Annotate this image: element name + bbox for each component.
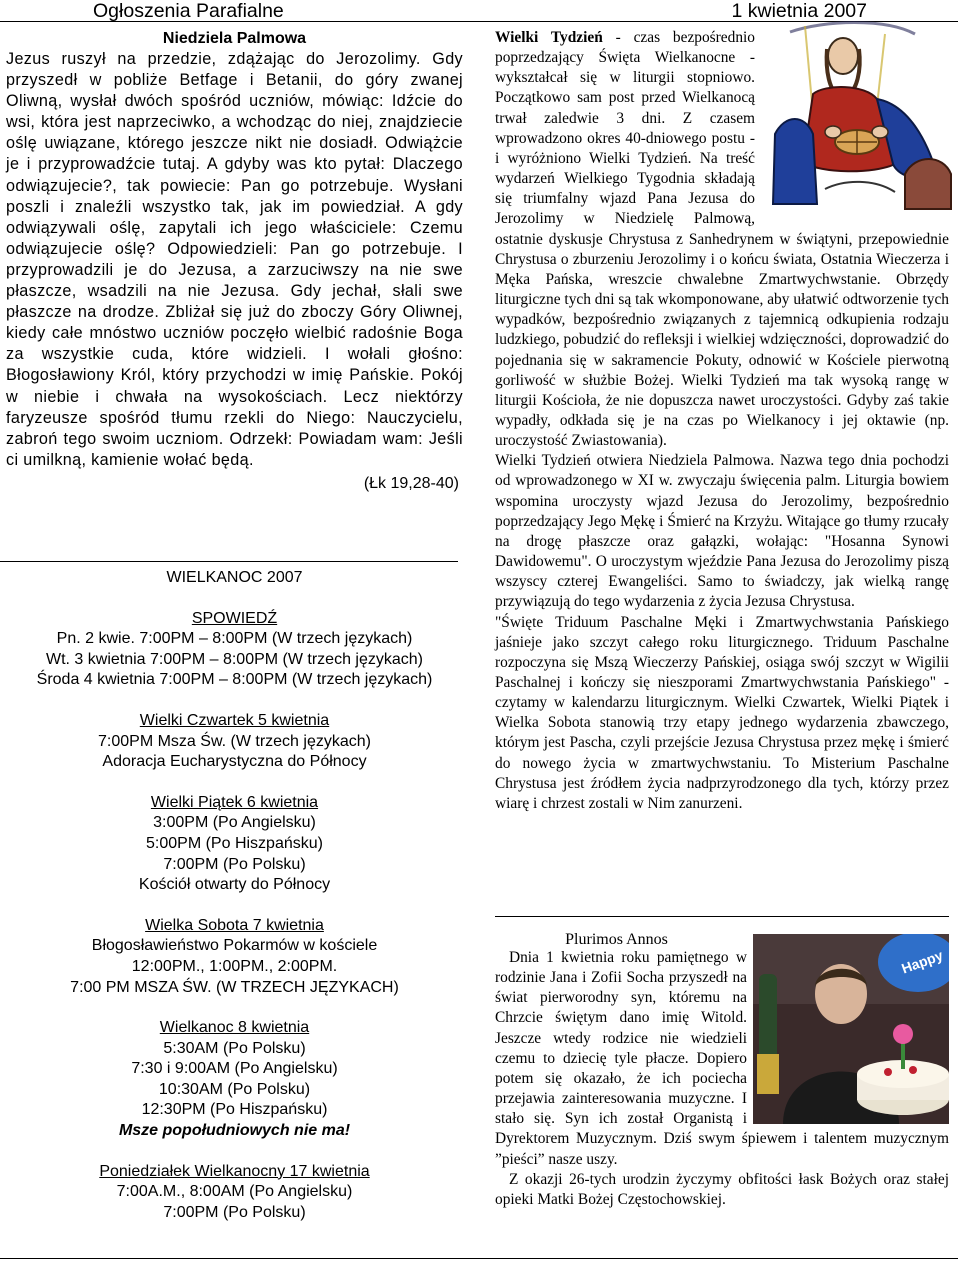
gospel-section bbox=[6, 28, 463, 495]
saturday-mass: 7:00 PM MSZA ŚW. (W TRZECH JĘZYKACH) bbox=[70, 978, 399, 996]
gospel-title: Niedziela Palmowa bbox=[162, 30, 307, 47]
sunday-note: Msze popołudniowych nie ma! bbox=[118, 1122, 351, 1140]
schedule-line: 5:30AM (Po Polsku) bbox=[163, 1039, 306, 1057]
holy-week-text-1: - czas bezpośrednio poprzedzający Święta Wielkanocne - wykształcał się w liturgii stopniowo. Początkowo sam post przed Wielkanocą trwał zaledwie 3 dni. Z czasem wprowadzono okres 40-dniowego postu - i wyróżniono Wielki Tydzień. Na treść wydarzeń Wielkiego Tygodnia składają się triumfalny wjazd Pana Jezusa do Jerozolimy w Niedzielę Palmową, ostatnie dyskusje Chrystusa z Sanhedrynem w świątyni, przepowiednie Chrystusa o zburzeniu Jerozolimy i o końcu świata, Ostatnia Wieczerza i Męka Pańska, wreszcie chwalebne Zmartwychwstanie. Obrzędy liturgiczne tych dni są tak wkomponowane, aby ułatwić odtworzenie tych wypadków, bezpośrednio związanych z tajemnicą odkupienia rodzaju ludzkiego, pobudzić do refleksji i wielkiej wdzięczności, doprowadzić do pojednania się w sakramencie Pokuty, odnowić w Kościele pierwotną gorliwość w służbie Bożej. Wielki Tydzień ma tak wysoką rangę w liturgii Kościoła, że nie dopuszcza nawet uroczystości. Gdyby zaś takie wypadły, odkłada się je na czas po Wielkanocy i jej oktawie (np. uroczystość Zwiastowania). bbox=[495, 29, 949, 450]
footer-divider bbox=[0, 1258, 958, 1259]
schedule-line: Wt. 3 kwietnia 7:00PM – 8:00PM (W trzech językach) bbox=[45, 650, 423, 668]
plurimos-paragraph-1: Dnia 1 kwietnia roku pamiętnego w rodzinie Jana i Zofii Socha przyszedł na świat pierworodny syn, któremu na Chrzcie świętym dano imię Witold. Jeszcze wtedy rodzice nie wiedzieli czemu to dziecię tyle płacze. Dopiero potem się okazało, że ich pociecha przejawia zainteresowania muzyczne. I stało się. Syn ich został Organistą i Dyrektorem Muzycznym. Dziś swym śpiewem i talentem muzycznym ”pieści” nasze uszy. bbox=[495, 949, 949, 1168]
holy-week-paragraph-2: Wielki Tydzień otwiera Niedziela Palmowa. Nazwa tego dnia pochodzi od wprowadzonego w XI w. zwyczaju święcenia palm. Liturgia bowiem wspomina uroczysty wjazd Jezusa do Jerozolimy, bezpośrednio poprzedzający Jego Mękę i Śmierć na Krzyżu. Witające go tłumy rzucały na drogę płaszcze oraz gałązki, wołając: "Hosanna Synowi Dawidowemu". O uroczystym wjeździe Pana Jezusa do Jerozolimy piszą wszyscy czterej Ewangeliści. Samo to świadczy, jak wielką rangę przywiązują do tego wydarzenia z życia Jezusa Chrystusa. bbox=[495, 452, 949, 611]
holy-week-paragraph-3: "Święte Triduum Paschalne Męki i Zmartwychwstania Pańskiego jaśnieje jako szczyt całego roku liturgicznego. Triduum Paschalne rozpoczyna się Mszą Wieczerzy Pańskiej, osiąga swój szczyt w Wigilii Paschalnej i kończy się nieszporami Zmartwychwstania Pańskiego" - czytamy w kalendarzu liturgicznym. Wielki Czwartek, Wielki Piątek i Wielka Sobota stanowią trzy etapy jednego wydarzenia zbawczego, którym jest Pascha, czyli przejście Jezusa Chrystusa przez mękę i śmierć do nowego życia w zmartwychwstaniu. To Misterium Paschalne Chrystusa jest źródłem życia nadprzyrodzonego dla tych, którzy przez wiarę i chrzest zostali w Nim zanurzeni. bbox=[495, 613, 949, 812]
plurimos-title: Plurimos Annos bbox=[565, 931, 668, 948]
thursday-heading: Wielki Czwartek 5 kwietnia bbox=[139, 711, 330, 729]
easter-title: WIELKANOC 2007 bbox=[166, 569, 303, 586]
schedule-line: Pn. 2 kwie. 7:00PM – 8:00PM (W trzech językach) bbox=[56, 630, 413, 648]
birthday-photo bbox=[753, 934, 949, 1124]
gospel-text: Jezus ruszył na przedzie, zdążając do Jerozolimy. Gdy przyszedł w pobliże Betfage i Betanii, do góry zwanej Oliwną, wysłał dwóch spośród uczniów, mówiąc: Idźcie do wsi, która jest naprzeciwko, a wchodząc do niej, znajdziecie oślę uwiązane, którego jeszcze nikt nie dosiadł. Odwiążcie je i przyprowadźcie tutaj. A gdyby was kto pytał: Dlaczego odwiązujecie?, tak powiecie: Pan go potrzebuje. Wysłani poszli i znaleźli wszystko tak, jak im powiedział. A gdy odwiązywali oślę, zapytali ich jego właściciele: Czemu odwiązujecie oślę? Odpowiedzieli: Pan go potrzebuje. I przyprowadzili je do Jezusa, a zarzuciwszy na nie swe płaszcze, wsadzili na nie Jezusa. Gdy jechał, słali swe płaszcze na drodze. Zbliżał się już do zboczy Góry Oliwnej, kiedy całe mnóstwo uczniów poczęło wielbić radośnie Boga za wszystkie cuda, które widzieli. I wołali głośno: Błogosławiony Król, który przychodzi w imię Pańskie. Pokój w niebie i chwała na wysokościach. Lecz niektórzy faryzeusze spośród tłumu rzekli do Niego: Nauczycielu, zabroń tego swoim uczniom. Odrzekł: Powiadam wam: Jeśli ci umilkną, kamienie wołać będą. bbox=[6, 50, 463, 469]
newsletter-title: Ogłoszenia Parafialne bbox=[93, 0, 284, 22]
schedule-line: Błogosławieństwo Pokarmów w kościele bbox=[91, 937, 378, 955]
plurimos-section bbox=[495, 948, 949, 1210]
saturday-heading: Wielka Sobota 7 kwietnia bbox=[145, 916, 324, 934]
schedule-line: 7:00PM Msza Św. (W trzech językach) bbox=[98, 732, 371, 750]
schedule-line: 7:00A.M., 8:00AM (Po Angielsku) bbox=[116, 1183, 353, 1201]
birthday-photo-image bbox=[753, 934, 949, 1124]
confession-heading: SPOWIEDŹ bbox=[191, 609, 278, 627]
article-divider bbox=[495, 916, 949, 917]
schedule-line: Środa 4 kwietnia 7:00PM – 8:00PM (W trzech językach) bbox=[36, 671, 433, 689]
gospel-divider bbox=[0, 561, 458, 562]
schedule-line: 10:30AM (Po Polsku) bbox=[158, 1080, 311, 1098]
balloon-banner: Happy bbox=[899, 946, 946, 977]
monday-heading: Poniedziałek Wielkanocny 17 kwietnia bbox=[99, 1162, 370, 1180]
schedule-line: 12:00PM., 1:00PM., 2:00PM. bbox=[131, 957, 338, 975]
easter-schedule bbox=[6, 568, 463, 1223]
schedule-line: 7:00PM (Po Polsku) bbox=[163, 855, 306, 873]
schedule-line: 7:00PM (Po Polsku) bbox=[163, 1203, 306, 1221]
painting-image bbox=[765, 14, 955, 224]
schedule-line: 3:00PM (Po Angielsku) bbox=[153, 814, 316, 832]
schedule-line: Kościół otwarty do Północy bbox=[138, 876, 331, 894]
holy-week-lead: Wielki Tydzień bbox=[495, 29, 603, 46]
schedule-line: 7:30 i 9:00AM (Po Angielsku) bbox=[131, 1060, 338, 1078]
newsletter-date: 1 kwietnia 2007 bbox=[731, 0, 867, 22]
schedule-line: Adoracja Eucharystyczna do Północy bbox=[102, 753, 367, 771]
plurimos-paragraph-2: Z okazji 26-tych urodzin życzymy obfitości łask Bożych oraz stałej opieki Matki Bożej Częstochowskiej. bbox=[495, 1170, 949, 1208]
last-supper-painting bbox=[765, 14, 955, 224]
schedule-line: 12:30PM (Po Hiszpańsku) bbox=[141, 1101, 328, 1119]
friday-heading: Wielki Piątek 6 kwietnia bbox=[150, 793, 319, 811]
sunday-heading: Wielkanoc 8 kwietnia bbox=[159, 1019, 310, 1037]
holy-week-article bbox=[495, 28, 949, 814]
gospel-reference: (Łk 19,28-40) bbox=[363, 474, 459, 492]
schedule-line: 5:00PM (Po Hiszpańsku) bbox=[146, 834, 323, 852]
